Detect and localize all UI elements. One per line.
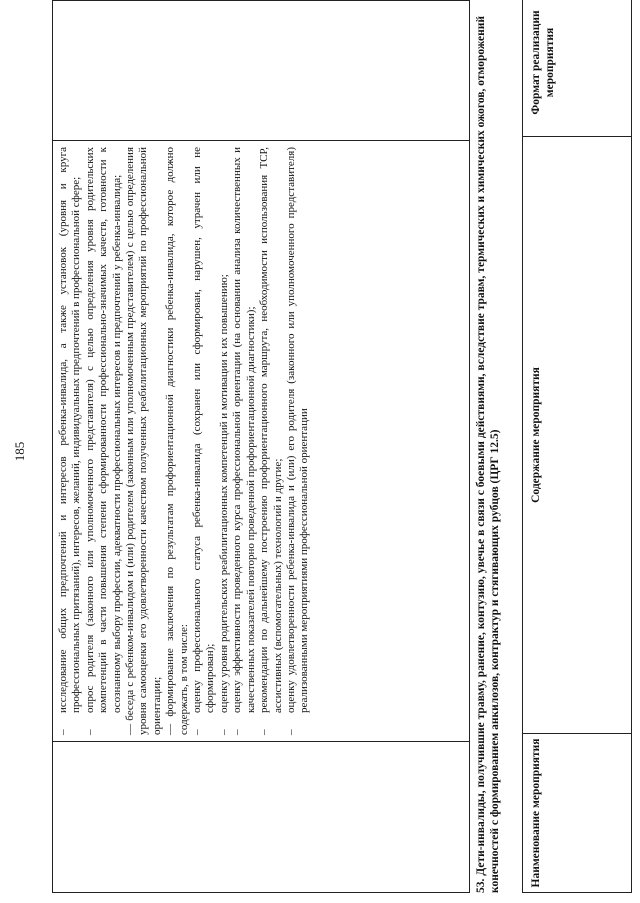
list-dash: – <box>258 729 271 735</box>
list-item <box>231 147 258 735</box>
list-item <box>285 147 312 735</box>
header-table <box>522 0 632 893</box>
list-item <box>191 147 218 735</box>
event-content-cell <box>53 141 470 742</box>
event-name-cell <box>53 742 470 893</box>
list-dash: – <box>191 729 204 735</box>
list-item-text: опрос родителя (законного или уполномоченного представителя) с целью определения уровня родительских компетенций в части повышения степени сформированности профессионально-значимых качеств, готовности к осознанному выбору профессии, адекватности профессиональных интересов и предпочтений у ребенка-инвалида; <box>83 147 123 713</box>
list-item-text: оценку уровня родительских реабилитационных компетенций и мотивации к их повышению; <box>217 274 230 713</box>
list-item <box>258 147 285 735</box>
list-dash: – <box>231 729 244 735</box>
list-dash: – <box>57 729 69 735</box>
table-row <box>53 1 470 893</box>
event-format-cell <box>53 1 470 141</box>
list-item-text: оценку эффективности проведенного курса профессиональной ориентации (на основании анализа количественных и качественных показателей повторно проведенной профориентационной диагностики); <box>231 147 257 713</box>
paragraph: — беседа с ребенком-инвалидом и (или) родителем (законным или уполномоченным представителем) с целью определения уровня самооценки его удовлетворенности качеством полученных реабилитационных мероприятий по профессиональной ориентации; <box>124 147 163 735</box>
list-item <box>57 147 84 735</box>
list-item-text: оценку удовлетворенности ребенка-инвалида и (или) его родителя (законного или уполномоченного представителя) реализованными мероприятиями профессиональной ориентации <box>284 147 311 713</box>
page-number: 185 <box>12 441 27 462</box>
list-dash: – <box>284 729 297 735</box>
main-table <box>52 0 470 893</box>
table-header-row <box>523 0 632 893</box>
list-item <box>218 147 231 735</box>
header-event-content: Содержание мероприятия <box>523 137 632 734</box>
list-item-text: рекомендации по дальнейшему построению профориентационного маршрута, необходимости использования ТСР, ассистивных (вспомогательных) технологий и другие; <box>258 147 284 713</box>
list-item-text: исследование общих предпочтений и интересов ребенка-инвалида, а также установок (уровня и круга профессиональных притязаний), интересов, желаний, индивидуальных предпочтений в профессиональной сфере; <box>57 147 83 713</box>
section-heading: 53. Дети-инвалиды, получившие травму, ранение, контузию, увечье в связи с боевыми действиями, вследствие травм, термических и химических ожогов, отморожений конечностей с формированием анкилозов, контрактур и стягивающих рубцов (ЦРГ 12.5) <box>475 16 501 893</box>
paragraph: — формирование заключения по результатам профориентационной диагностики ребенка-инвалида, которое должно содержать, в том числе: <box>164 147 190 735</box>
header-event-format: Формат реализации мероприятия <box>523 0 632 137</box>
header-event-name: Наименование мероприятия <box>523 734 632 893</box>
list-dash: – <box>83 729 96 735</box>
list-dash: – <box>217 729 230 735</box>
list-item-text: оценку профессионального статуса ребенка-инвалида (сохранен или сформирован, нарушен, утрачен или не сформирован); <box>191 147 217 713</box>
list-item <box>84 147 124 735</box>
